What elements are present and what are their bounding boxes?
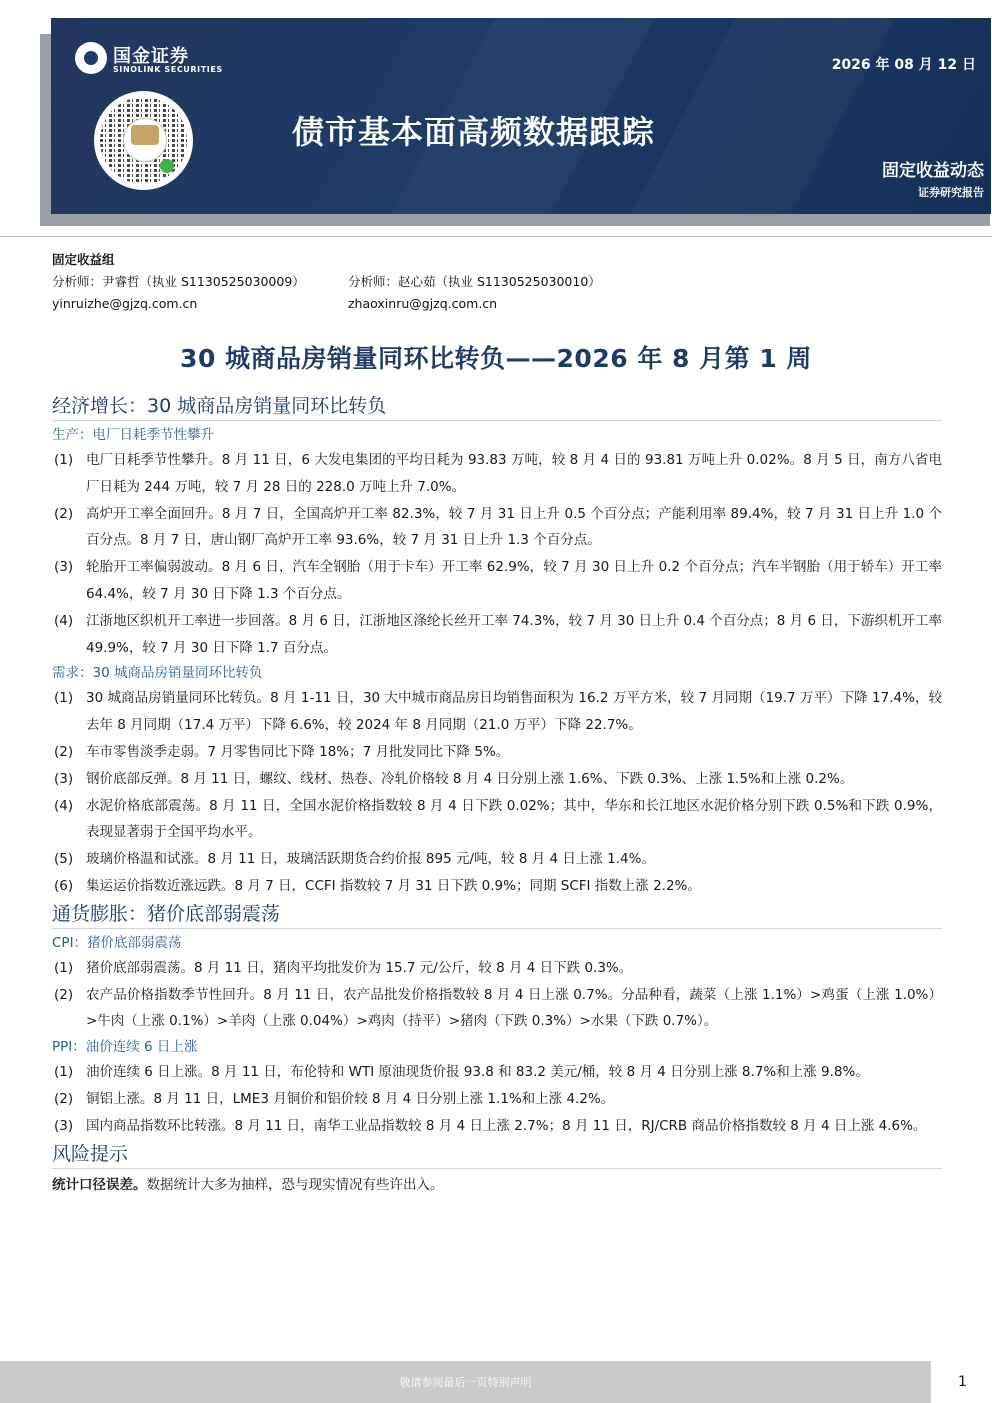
risk-text: 数据统计大多为抽样，恐与现实情况有些许出入。 — [146, 1176, 444, 1193]
report-date: 2026 年 08 月 12 日 — [831, 57, 976, 73]
report-series-title: 债市基本面高频数据跟踪 — [292, 113, 656, 151]
report-body — [52, 392, 942, 1199]
report-type: 固定收益动态 — [882, 161, 984, 181]
item-text: 农产品价格指数季节性回升。8 月 11 日，农产品批发价格指数较 8 月 4 日上涨 0.7%。分品种看，蔬菜（上涨 1.1%）>鸡蛋（上涨 1.0%）>牛肉（上涨 0.1%）>羊肉（上涨 0.04%）>鸡肉（持平）>猪肉（下跌 0.3%）>水果（下跌 0.7%）。 — [86, 986, 942, 1030]
item-number: (6) — [54, 877, 74, 894]
item-text: 车市零售淡季走弱。7 月零售同比下降 18%；7 月批发同比下降 5%。 — [86, 743, 510, 760]
list-item — [52, 955, 942, 982]
analyst-1-email[interactable]: yinruizhe@gjzq.com.cn — [52, 296, 198, 311]
brand-logo-icon — [75, 42, 107, 74]
item-number: (2) — [54, 986, 74, 1003]
item-text: 油价连续 6 日上涨。8 月 11 日，布伦特和 WTI 原油现货价报 93.8 和 83.2 美元/桶，较 8 月 4 日分别上涨 8.7%和上涨 9.8%。 — [86, 1064, 869, 1081]
team-name: 固定收益组 — [52, 252, 115, 267]
qr-code-icon — [94, 91, 193, 190]
item-number: (4) — [54, 612, 74, 629]
report-subtype: 证券研究报告 — [918, 186, 984, 199]
item-text: 高炉开工率全面回升。8 月 7 日，全国高炉开工率 82.3%，较 7 月 31 日上升 0.5 个百分点；产能利用率 89.4%，较 7 月 31 日上升 1.0 个百分点。8 月 7 日，唐山钢厂高炉开工率 93.6%，较 7 月 31 日上升 1.3 个百分点。 — [86, 505, 942, 549]
list-item — [52, 608, 942, 662]
subsection-production-title: 生产：电厂日耗季节性攀升 — [52, 427, 214, 443]
subsection-cpi-title: CPI：猪价底部弱震荡 — [52, 934, 182, 951]
list-item — [52, 554, 942, 608]
item-number: (1) — [54, 690, 74, 707]
item-text: 集运运价指数近涨远跌。8 月 7 日，CCFI 指数较 7 月 31 日下跌 0.9%；同期 SCFI 指数上涨 2.2%。 — [86, 877, 701, 894]
list-item — [52, 1059, 942, 1086]
list-item — [52, 1113, 942, 1140]
analyst-block — [52, 251, 601, 315]
item-text: 国内商品指数环比转涨。8 月 11 日，南华工业品指数较 8 月 4 日上涨 2.7%；8 月 11 日，RJ/CRB 商品价格指数较 8 月 4 日上涨 4.6%。 — [86, 1117, 927, 1134]
item-text: 电厂日耗季节性攀升。8 月 11 日，6 大发电集团的平均日耗为 93.83 万吨，较 8 月 4 日的 93.81 万吨上升 0.02%。8 月 5 日，南方八省电厂日耗为 244 万吨，较 7 月 28 日的 228.0 万吨上升 7.0%。 — [86, 452, 942, 495]
brand-name-cn: 国金证券 — [113, 46, 189, 67]
item-text: 玻璃价格温和试涨。8 月 11 日，玻璃活跃期货合约价报 895 元/吨，较 8 月 4 日上涨 1.4%。 — [86, 851, 655, 868]
list-item — [52, 766, 942, 793]
analyst-row — [52, 271, 601, 293]
ppi-list — [52, 1059, 942, 1139]
item-number: (1) — [54, 1064, 74, 1081]
item-number: (1) — [54, 959, 74, 976]
item-number: (2) — [54, 505, 74, 522]
list-item — [52, 793, 942, 847]
risk-lead: 统计口径误差。 — [52, 1176, 147, 1193]
item-text: 30 城商品房销量同环比转负。8 月 1-11 日，30 大中城市商品房日均销售面积为 16.2 万平方米，较 7 月同期（19.7 万平）下降 17.4%，较去年 8 月同期（17.4 万平）下降 6.6%，较 2024 年 8 月同期（21.0 万平）下降 22.7%。 — [86, 690, 942, 734]
subsection-ppi-title: PPI：油价连续 6 日上涨 — [52, 1039, 198, 1056]
cpi-list — [52, 955, 942, 1035]
item-number: (2) — [54, 743, 74, 760]
list-item — [52, 982, 942, 1036]
item-number: (3) — [54, 1117, 74, 1134]
list-item — [52, 1086, 942, 1113]
section-inflation-title: 通货膨胀：猪价底部弱震荡 — [52, 900, 942, 929]
item-text: 猪价底部弱震荡。8 月 11 日，猪肉平均批发价为 15.7 元/公斤，较 8 月 4 日下跌 0.3%。 — [86, 959, 633, 976]
section-growth-title: 经济增长：30 城商品房销量同环比转负 — [52, 392, 942, 421]
analyst-2: 分析师：赵心茹（执业 S1130525030010） — [348, 274, 601, 289]
item-number: (3) — [54, 559, 74, 576]
production-list — [52, 447, 942, 661]
analyst-email-row — [52, 293, 498, 315]
item-text: 水泥价格底部震荡。8 月 11 日，全国水泥价格指数较 8 月 4 日下跌 0.02%；其中，华东和长江地区水泥价格分别下跌 0.5%和下跌 0.9%，表现显著弱于全国平均水平。 — [86, 797, 942, 841]
report-title: 30 城商品房销量同环比转负——2026 年 8 月第 1 周 — [180, 344, 812, 373]
item-number: (1) — [54, 452, 74, 468]
item-number: (4) — [54, 797, 74, 814]
section-risk-title: 风险提示 — [52, 1140, 942, 1169]
brand-name-en: SINOLINK SECURITIES — [113, 65, 223, 74]
risk-statement — [52, 1171, 942, 1199]
item-number: (3) — [54, 770, 74, 787]
list-item — [52, 501, 942, 555]
item-text: 轮胎开工率偏弱波动。8 月 6 日，汽车全钢胎（用于卡车）开工率 62.9%，较 7 月 30 日上升 0.2 个百分点；汽车半钢胎（用于轿车）开工率 64.4%，较 7 月 30 日下降 1.3 个百分点。 — [86, 559, 942, 602]
item-text: 钢价底部反弹。8 月 11 日，螺纹、线材、热卷、冷轧价格较 8 月 4 日分别上涨 1.6%、下跌 0.3%、上涨 1.5%和上涨 0.2%。 — [86, 770, 854, 787]
item-text: 江浙地区织机开工率进一步回落。8 月 6 日，江浙地区涤纶长丝开工率 74.3%，较 7 月 30 日上升 0.4 个百分点；8 月 6 日，下游织机开工率 49.9%，较 7 月 30 日下降 1.7 百分点。 — [86, 612, 942, 656]
analyst-1: 分析师：尹睿哲（执业 S1130525030009） — [52, 274, 305, 289]
item-number: (5) — [54, 851, 74, 868]
analyst-2-email[interactable]: zhaoxinru@gjzq.com.cn — [348, 296, 498, 311]
page-number: 1 — [958, 1374, 967, 1390]
item-text: 铜铝上涨。8 月 11 日，LME3 月铜价和铝价较 8 月 4 日分别上涨 1.1%和上涨 4.2%。 — [86, 1090, 615, 1107]
list-item — [52, 685, 942, 739]
list-item — [52, 873, 942, 900]
list-item — [52, 447, 942, 501]
item-number: (2) — [54, 1090, 74, 1107]
list-item — [52, 846, 942, 873]
footer-disclaimer: 敬请参阅最后一页特别声明 — [399, 1376, 532, 1389]
subsection-demand-title: 需求：30 城商品房销量同环比转负 — [52, 665, 263, 682]
demand-list — [52, 685, 942, 899]
divider — [0, 236, 992, 237]
list-item — [52, 739, 942, 766]
